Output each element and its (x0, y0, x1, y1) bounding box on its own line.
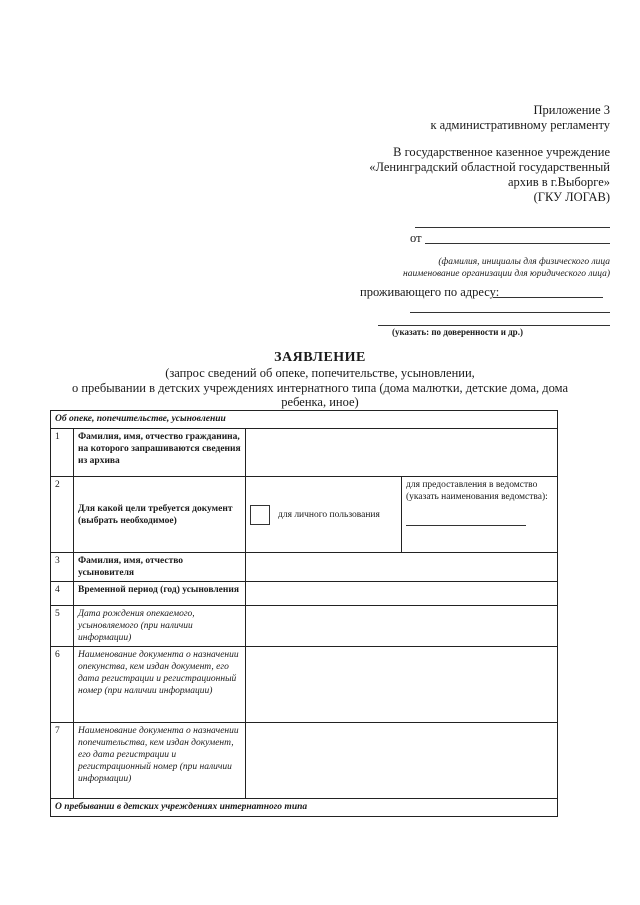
citizen-name-field[interactable] (246, 429, 558, 477)
guardianship-document-field[interactable] (246, 647, 558, 723)
document-subtitle-2: о пребывании в детских учреждениях интернатного типа (дома малютки, детские дома, дома (71, 381, 569, 395)
document-subtitle-3: ребенка, иное) (281, 395, 359, 409)
document-subtitle-1: (запрос сведений об опеке, попечительстве, усыновлении, (165, 366, 475, 380)
name-hint-1: (фамилия, инициалы для физического лица (438, 257, 610, 267)
adoption-period-label: Временной период (год) усыновления (74, 582, 246, 606)
proxy-hint: (указать: по доверенности и др.) (392, 327, 523, 337)
address-field-line-1[interactable] (493, 297, 603, 298)
row-number: 6 (51, 647, 74, 723)
purpose-option-personal[interactable] (246, 477, 402, 553)
agency-label: для предоставления в ведомство (указать наименования ведомства): (406, 480, 548, 502)
from-label: от (410, 231, 422, 245)
section-institutions-header: О пребывании в детских учреждениях интернатного типа (51, 799, 558, 817)
adoption-period-field[interactable] (246, 582, 558, 606)
address-field-line-3[interactable] (378, 325, 610, 326)
trusteeship-document-field[interactable] (246, 723, 558, 799)
address-field-line-2[interactable] (410, 312, 610, 313)
citizen-name-label: Фамилия, имя, отчество гражданина, на которого запрашиваются сведения из архива (74, 429, 246, 477)
appendix-label: Приложение 3 (533, 103, 610, 117)
birth-date-label: Дата рождения опекаемого, усыновляемого (при наличии информации) (74, 606, 246, 647)
purpose-option-agency[interactable] (402, 477, 558, 553)
personal-use-checkbox[interactable] (250, 505, 270, 525)
trusteeship-document-label: Наименование документа о назначении попечительства, кем издан документ, его дата регистрации и регистрационный номер (при наличии информации) (74, 723, 246, 799)
row-number: 2 (51, 477, 74, 553)
name-hint-2: наименование организации для юридического лица) (403, 269, 610, 279)
section-guardianship-header: Об опеке, попечительстве, усыновлении (51, 411, 558, 429)
row-number: 3 (51, 553, 74, 582)
residing-label: проживающего по адресу: (360, 285, 500, 299)
birth-date-field[interactable] (246, 606, 558, 647)
document-title: ЗАЯВЛЕНИЕ (274, 350, 366, 365)
row-number: 7 (51, 723, 74, 799)
row-number: 4 (51, 582, 74, 606)
addressee-line-2: «Ленинградский областной государственный (369, 160, 610, 174)
personal-use-label: для личного пользования (278, 509, 380, 520)
blank-line-top[interactable] (415, 227, 610, 228)
addressee-line-3: архив в г.Выборге» (508, 175, 610, 189)
row-number: 1 (51, 429, 74, 477)
adopter-name-field[interactable] (246, 553, 558, 582)
addressee-line-4: (ГКУ ЛОГАВ) (533, 190, 610, 204)
request-form-table (50, 410, 558, 817)
addressee-line-1: В государственное казенное учреждение (393, 145, 610, 159)
row-number: 5 (51, 606, 74, 647)
agency-field-line[interactable] (406, 525, 526, 526)
from-field-line[interactable] (425, 243, 610, 244)
purpose-label: Для какой цели требуется документ (выбрать необходимое) (74, 477, 246, 553)
regulation-label: к административному регламенту (430, 118, 610, 132)
guardianship-document-label: Наименование документа о назначении опекунства, кем издан документ, его дата регистрации и регистрационный номер (при наличии информации) (74, 647, 246, 723)
adopter-name-label: Фамилия, имя, отчество усыновителя (74, 553, 246, 582)
